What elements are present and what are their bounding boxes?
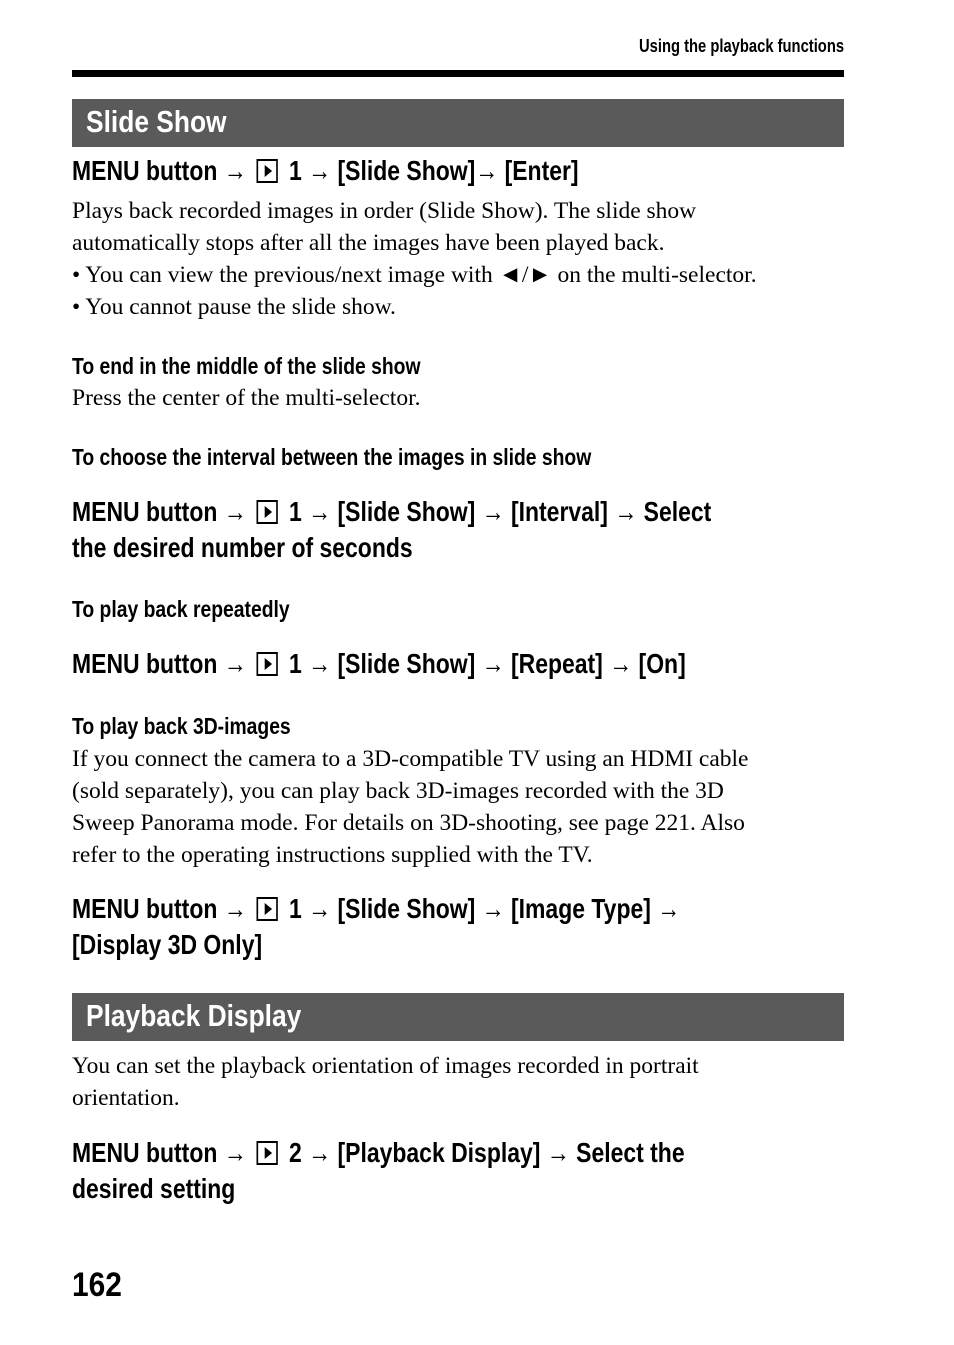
- menu-line-2: the desired number of seconds: [72, 532, 413, 563]
- end-slide-show-text: [72, 382, 852, 414]
- menu-item: [Playback Display]: [337, 1137, 541, 1168]
- menu-prefix: MENU button: [72, 1137, 218, 1168]
- menu-prefix: MENU button: [72, 155, 218, 186]
- playback-menu-icon: [256, 159, 277, 183]
- arrow-icon: →: [481, 893, 505, 924]
- menu-path-3d: [72, 891, 859, 963]
- playback-display-description: [72, 1050, 852, 1114]
- menu-item: [Slide Show]: [337, 893, 476, 924]
- menu-item: [Repeat]: [510, 648, 603, 679]
- arrow-icon: →: [657, 893, 681, 924]
- playback-menu-icon: [256, 897, 277, 921]
- menu-item: [Slide Show]: [337, 648, 476, 679]
- arrow-icon: →: [308, 1137, 332, 1168]
- menu-item: Select: [643, 496, 712, 527]
- arrow-icon: →: [223, 496, 247, 527]
- menu-number: 1: [289, 893, 302, 924]
- arrow-icon: →: [609, 648, 633, 679]
- 3d-description: [72, 743, 852, 871]
- paragraph-line: orientation.: [72, 1085, 180, 1111]
- running-header: Using the playback functions: [638, 36, 844, 56]
- paragraph-line: (sold separately), you can play back 3D-images recorded with the 3D: [72, 778, 724, 804]
- arrow-icon: →: [475, 155, 499, 186]
- paragraph-line: Plays back recorded images in order (Slide Show). The slide show: [72, 198, 697, 224]
- subheading-end-slide-show: To end in the middle of the slide show: [72, 353, 421, 379]
- arrow-icon: →: [481, 496, 505, 527]
- menu-prefix: MENU button: [72, 496, 218, 527]
- paragraph-line: You can set the playback orientation of images recorded in portrait: [72, 1053, 699, 1079]
- menu-item: [Slide Show]: [337, 496, 476, 527]
- menu-item: [Enter]: [504, 155, 579, 186]
- slide-show-description: [72, 195, 852, 323]
- menu-path-interval: [72, 494, 859, 566]
- arrow-icon: →: [223, 893, 247, 924]
- arrow-icon: →: [614, 496, 638, 527]
- paragraph-line: Sweep Panorama mode. For details on 3D-shooting, see page 221. Also: [72, 810, 745, 836]
- section-title-text: Slide Show: [86, 104, 227, 139]
- bullet-item: • You can view the previous/next image with ◄/► on the multi-selector.: [72, 262, 757, 288]
- menu-path-slide-show: [72, 153, 859, 189]
- menu-item: Select the: [576, 1137, 685, 1168]
- paragraph-line: If you connect the camera to a 3D-compatible TV using an HDMI cable: [72, 746, 749, 772]
- arrow-icon: →: [308, 155, 332, 186]
- section-title-playback-display: [72, 993, 844, 1041]
- arrow-icon: →: [308, 496, 332, 527]
- menu-prefix: MENU button: [72, 648, 218, 679]
- section-title-text: Playback Display: [86, 998, 302, 1033]
- subheading-repeat: To play back repeatedly: [72, 596, 290, 622]
- subheading-interval: To choose the interval between the images in slide show: [72, 444, 592, 470]
- menu-item: [On]: [638, 648, 686, 679]
- playback-menu-icon: [256, 1141, 277, 1165]
- section-title-slide-show: [72, 99, 844, 147]
- arrow-icon: →: [308, 648, 332, 679]
- arrow-icon: →: [308, 893, 332, 924]
- menu-item: [Slide Show]: [337, 155, 476, 186]
- page-number: 162: [72, 1266, 122, 1304]
- arrow-icon: →: [481, 648, 505, 679]
- playback-menu-icon: [256, 500, 277, 524]
- subheading-3d: To play back 3D-images: [72, 713, 291, 739]
- menu-item: [Image Type]: [510, 893, 651, 924]
- menu-number: 2: [289, 1137, 302, 1168]
- arrow-icon: →: [546, 1137, 570, 1168]
- menu-path-repeat: [72, 646, 859, 682]
- menu-number: 1: [289, 155, 302, 186]
- paragraph-line: automatically stops after all the images have been played back.: [72, 230, 665, 256]
- menu-number: 1: [289, 648, 302, 679]
- header-rule: [72, 70, 844, 77]
- paragraph-line: Press the center of the multi-selector.: [72, 385, 421, 411]
- arrow-icon: →: [223, 648, 247, 679]
- paragraph-line: refer to the operating instructions supplied with the TV.: [72, 842, 593, 868]
- menu-prefix: MENU button: [72, 893, 218, 924]
- arrow-icon: →: [223, 155, 247, 186]
- menu-path-playback-display: [72, 1135, 859, 1207]
- menu-item: [Interval]: [510, 496, 608, 527]
- playback-menu-icon: [256, 652, 277, 676]
- arrow-icon: →: [223, 1137, 247, 1168]
- menu-line-2: [Display 3D Only]: [72, 929, 263, 960]
- bullet-item: • You cannot pause the slide show.: [72, 294, 396, 320]
- menu-number: 1: [289, 496, 302, 527]
- menu-line-2: desired setting: [72, 1173, 236, 1204]
